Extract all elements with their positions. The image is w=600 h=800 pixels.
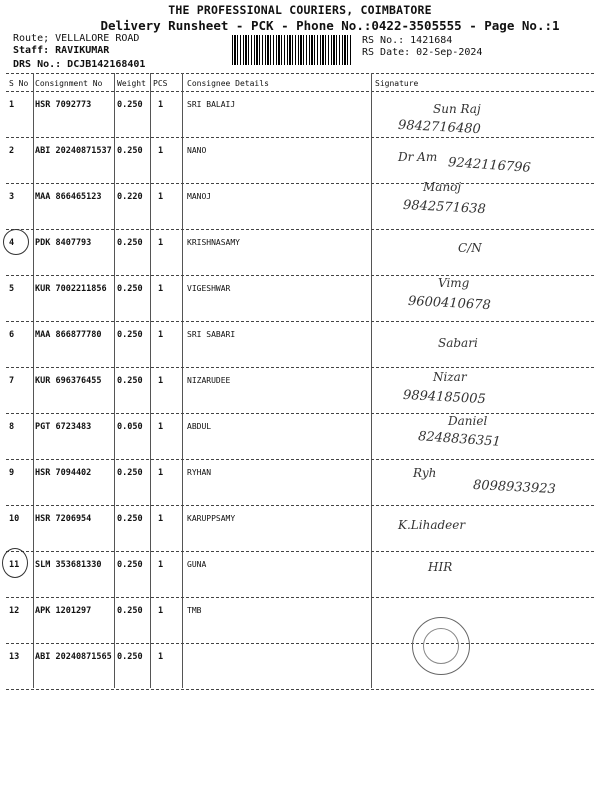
handwritten-signature: Ryh — [413, 466, 437, 480]
table-row — [0, 552, 600, 598]
consignment-number: HSR 7094402 — [35, 468, 92, 478]
handwritten-signature: Daniel — [448, 414, 488, 428]
table-row — [0, 276, 600, 322]
handwritten-signature: Manoj — [423, 180, 462, 194]
handwritten-phone: 9600410678 — [407, 293, 492, 314]
staff-label: Staff: RAVIKUMAR — [13, 45, 110, 56]
handwritten-signature: Nizar — [433, 370, 467, 384]
handwritten-phone: 8098933923 — [472, 477, 557, 498]
handwritten-signature: C/N — [458, 241, 482, 255]
handwritten-signature: Sun Raj — [433, 102, 481, 116]
row-pcs: 1 — [158, 606, 164, 616]
consignment-number: PGT 6723483 — [35, 422, 92, 432]
consignee-name: NIZARUDEE — [187, 376, 231, 385]
route-label: Route; VELLALORE ROAD — [13, 33, 140, 44]
consignee-name: MANOJ — [187, 192, 212, 201]
consignee-name: RYHAN — [187, 468, 212, 477]
row-weight: 0.250 — [117, 514, 143, 524]
signature-cell — [378, 92, 593, 138]
row-sno: 13 — [9, 652, 20, 662]
col-pcs: PCS — [153, 79, 168, 88]
consignment-number: KUR 696376455 — [35, 376, 102, 386]
consignment-number: ABI 20240871565 — [35, 652, 112, 662]
row-weight: 0.250 — [117, 238, 143, 248]
row-weight: 0.250 — [117, 330, 143, 340]
row-weight: 0.250 — [117, 100, 143, 110]
col-consignment: Consignment No — [35, 79, 103, 88]
table-row — [0, 414, 600, 460]
table-row — [0, 180, 600, 230]
table-row — [0, 506, 600, 552]
table-row — [0, 598, 600, 644]
table-row — [0, 322, 600, 368]
consignment-number: SLM 353681330 — [35, 560, 102, 570]
row-pcs: 1 — [158, 422, 164, 432]
row-sno: 10 — [9, 514, 20, 524]
row-pcs: 1 — [158, 100, 164, 110]
row-pcs: 1 — [158, 330, 164, 340]
table-row — [0, 368, 600, 414]
handwritten-signature: Sabari — [438, 336, 478, 350]
consignee-name: VIGESHWAR — [187, 284, 231, 293]
row-weight: 0.250 — [117, 560, 143, 570]
table-row — [0, 92, 600, 138]
signature-cell — [378, 276, 593, 322]
row-weight: 0.250 — [117, 284, 143, 294]
signature-cell — [378, 598, 593, 644]
row-sno: 2 — [9, 146, 15, 156]
signature-cell — [378, 180, 593, 230]
consignee-name: SRI SABARI — [187, 330, 236, 339]
hand-circle-mark — [3, 229, 29, 255]
handwritten-phone: 9894185005 — [402, 387, 487, 408]
signature-cell — [378, 322, 593, 368]
drs-number: DRS No.: DCJB142168401 — [13, 59, 146, 70]
consignee-name: GUNA — [187, 560, 207, 569]
row-pcs: 1 — [158, 514, 164, 524]
row-sno: 5 — [9, 284, 15, 294]
consignee-name: TMB — [187, 606, 202, 615]
consignment-number: KUR 7002211856 — [35, 284, 107, 294]
row-weight: 0.250 — [117, 468, 143, 478]
rs-number: RS No.: 1421684 — [362, 35, 453, 46]
runsheet-title: Delivery Runsheet - PCK - Phone No.:0422-3505555 - Page No.:1 — [100, 18, 560, 33]
consignment-number: APK 1201297 — [35, 606, 92, 616]
row-pcs: 1 — [158, 560, 164, 570]
row-sno: 6 — [9, 330, 15, 340]
consignee-name: NANO — [187, 146, 207, 155]
row-sno: 11 — [9, 560, 20, 570]
row-weight: 0.220 — [117, 192, 143, 202]
consignment-number: HSR 7206954 — [35, 514, 92, 524]
consignee-name: SRI BALAIJ — [187, 100, 236, 109]
consignment-number: MAA 866465123 — [35, 192, 102, 202]
consignment-number: HSR 7092773 — [35, 100, 92, 110]
handwritten-signature: Vimg — [438, 276, 470, 290]
signature-cell — [378, 414, 593, 460]
consignee-name: KRISHNASAMY — [187, 238, 240, 247]
hand-circle-mark — [2, 548, 28, 578]
row-pcs: 1 — [158, 468, 164, 478]
row-pcs: 1 — [158, 238, 164, 248]
row-sno: 3 — [9, 192, 15, 202]
signature-cell — [378, 552, 593, 598]
col-weight: Weight — [117, 79, 146, 88]
handwritten-signature: Dr Am — [398, 150, 438, 164]
row-pcs: 1 — [158, 146, 164, 156]
signature-cell — [378, 368, 593, 414]
handwritten-phone: 9842571638 — [402, 197, 487, 218]
row-pcs: 1 — [158, 376, 164, 386]
col-sno: S No — [9, 79, 29, 88]
table-top-rule — [6, 73, 594, 74]
row-weight: 0.250 — [117, 652, 143, 662]
signature-cell — [378, 460, 593, 506]
row-pcs: 1 — [158, 652, 164, 662]
table-row — [0, 138, 600, 184]
signature-cell — [378, 230, 593, 276]
row-pcs: 1 — [158, 284, 164, 294]
row-sno: 8 — [9, 422, 15, 432]
consignee-name: ABDUL — [187, 422, 212, 431]
rs-date: RS Date: 02-Sep-2024 — [362, 47, 483, 58]
col-signature: Signature — [375, 79, 419, 88]
handwritten-phone: 9842716480 — [397, 117, 482, 138]
handwritten-phone: 9242116796 — [447, 155, 532, 176]
company-title: THE PROFESSIONAL COURIERS, COIMBATORE — [168, 3, 432, 17]
row-weight: 0.250 — [117, 376, 143, 386]
row-sno: 9 — [9, 468, 15, 478]
row-sno: 4 — [9, 238, 15, 248]
handwritten-signature: K.Lihadeer — [398, 518, 466, 532]
signature-cell — [378, 644, 593, 690]
row-weight: 0.250 — [117, 146, 143, 156]
consignment-number: MAA 866877780 — [35, 330, 102, 340]
signature-cell — [378, 506, 593, 552]
consignee-name: KARUPPSAMY — [187, 514, 236, 523]
row-weight: 0.050 — [117, 422, 143, 432]
table-row — [0, 230, 600, 276]
signature-cell — [378, 138, 593, 184]
handwritten-signature: HIR — [428, 560, 453, 574]
row-sno: 7 — [9, 376, 15, 386]
table-row — [0, 644, 600, 690]
barcode-image — [232, 35, 352, 65]
consignment-number: PDK 8407793 — [35, 238, 92, 248]
col-consignee: Consignee Details — [187, 79, 269, 88]
handwritten-phone: 8248836351 — [417, 429, 502, 450]
row-sno: 12 — [9, 606, 20, 616]
consignment-number: ABI 20240871537 — [35, 146, 112, 156]
row-sno: 1 — [9, 100, 15, 110]
row-rule — [6, 689, 594, 690]
row-pcs: 1 — [158, 192, 164, 202]
company-stamp — [412, 617, 470, 675]
row-weight: 0.250 — [117, 606, 143, 616]
table-row — [0, 460, 600, 506]
